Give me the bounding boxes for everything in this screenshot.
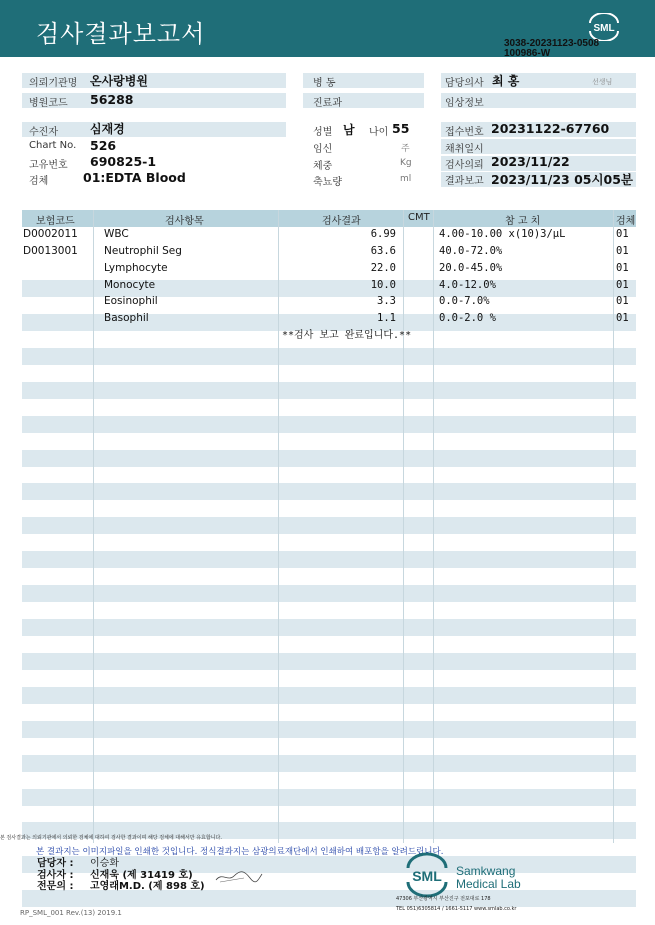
table-stripe xyxy=(22,551,636,568)
examinee-value: 심재경 xyxy=(90,122,125,136)
col-reference: 참 고 치 xyxy=(505,216,541,227)
manager-value: 이승화 xyxy=(90,858,119,869)
row-specimen: 01 xyxy=(616,295,629,307)
lab-phone: TEL 051)6305814 / 1661-5117 www.smlab.co.kr xyxy=(396,906,517,912)
completion-message: **검사 보고 완료입니다.** xyxy=(282,330,412,341)
sml-logo-text: SML xyxy=(593,23,615,34)
specimen-value: 01:EDTA Blood xyxy=(83,170,186,185)
hospital-value: 온사랑병원 xyxy=(90,74,148,88)
accession-label: 접수번호 xyxy=(445,127,484,138)
row-code: D0013001 xyxy=(23,245,78,257)
dept-label: 진료과 xyxy=(313,98,342,109)
col-insurance-code: 보험코드 xyxy=(36,216,75,227)
manager-label: 담당자 : xyxy=(37,858,74,869)
specialist-value: 고영래M.D. (제 898 호) xyxy=(90,881,205,892)
info-band xyxy=(22,122,286,137)
table-stripe xyxy=(22,348,636,365)
hospital-code-value: 56288 xyxy=(90,92,134,107)
row-item: Lymphocyte xyxy=(104,262,168,274)
report-title: 검사결과보고서 xyxy=(36,20,206,48)
report-code-1: 3038-20231123-0508 xyxy=(504,38,600,49)
image-print-notice: 본 결과지는 이미지파일을 인쇄한 것입니다. 정식결과지는 삼광의료재단에서 인쇄하여 배포함을 알려드립니다. xyxy=(36,847,444,857)
row-code: D0002011 xyxy=(23,228,78,240)
row-result: 1.1 xyxy=(377,312,396,324)
row-item: Monocyte xyxy=(104,279,156,291)
row-item: Basophil xyxy=(104,312,149,324)
table-stripe xyxy=(22,789,636,806)
table-stripe xyxy=(22,483,636,500)
pregnancy-unit: 주 xyxy=(401,144,410,154)
row-specimen: 01 xyxy=(616,279,629,291)
weight-label: 체중 xyxy=(313,161,333,172)
examinee-label: 수진자 xyxy=(29,127,58,138)
table-stripe xyxy=(22,585,636,602)
report-value: 2023/11/23 05시05분 xyxy=(491,172,634,187)
row-result: 63.6 xyxy=(370,245,396,257)
table-stripe xyxy=(22,450,636,467)
specimen-label: 검체 xyxy=(29,176,49,187)
col-specimen: 검체 xyxy=(616,216,636,227)
table-stripe xyxy=(22,517,636,534)
table-stripe xyxy=(22,687,636,704)
row-item: WBC xyxy=(104,228,129,240)
column-divider xyxy=(93,210,94,843)
lab-name-line1: Samkwang xyxy=(456,864,516,878)
row-reference: 0.0-7.0% xyxy=(439,295,490,307)
row-result: 3.3 xyxy=(377,295,396,307)
row-result: 6.99 xyxy=(370,228,396,240)
table-stripe xyxy=(22,416,636,433)
table-stripe xyxy=(22,619,636,636)
table-stripe xyxy=(22,382,636,399)
footer-notice: 본 검사결과는 의뢰기관에서 의뢰한 검체에 대하여 검사한 결과이며 해당 검체에 대해서만 유효합니다. xyxy=(0,835,222,841)
column-divider xyxy=(278,210,279,843)
lab-name-line2: Medical Lab xyxy=(456,877,521,891)
row-result: 10.0 xyxy=(370,279,396,291)
chart-value: 526 xyxy=(90,138,117,153)
age-label: 나이 xyxy=(369,127,389,138)
doctor-value: 최 홍 xyxy=(492,74,520,88)
row-item: Eosinophil xyxy=(104,295,158,307)
col-result: 검사결과 xyxy=(322,216,361,227)
accession-value: 20231122-67760 xyxy=(491,121,610,136)
column-divider xyxy=(403,210,404,843)
report-code-2: 100986-W xyxy=(504,48,551,59)
request-value: 2023/11/22 xyxy=(491,154,570,169)
hospital-code-label: 병원코드 xyxy=(29,98,68,109)
row-reference: 40.0-72.0% xyxy=(439,245,503,257)
row-specimen: 01 xyxy=(616,312,629,324)
specialist-label: 전문의 : xyxy=(37,881,74,892)
row-specimen: 01 xyxy=(616,245,629,257)
row-item: Neutrophil Seg xyxy=(104,245,182,257)
column-divider xyxy=(613,210,614,843)
sml-logo-icon xyxy=(585,13,623,41)
col-cmt: CMT xyxy=(408,212,430,223)
sex-value: 남 xyxy=(343,123,355,137)
samkwang-logo-icon xyxy=(404,852,450,898)
unique-label: 고유번호 xyxy=(29,160,68,171)
form-code: RP_SML_001 Rev.(13) 2019.1 xyxy=(20,909,122,917)
doctor-suffix: 선생님 xyxy=(592,78,613,86)
unique-value: 690825-1 xyxy=(90,154,157,169)
table-stripe xyxy=(22,755,636,772)
urine-unit: ml xyxy=(400,174,412,184)
table-stripe xyxy=(22,653,636,670)
samkwang-logo-text: SML xyxy=(412,868,442,884)
row-result: 22.0 xyxy=(370,262,396,274)
urine-label: 축뇨량 xyxy=(313,177,342,188)
row-specimen: 01 xyxy=(616,262,629,274)
collect-label: 채취일시 xyxy=(445,144,484,155)
row-reference: 4.00-10.00 x(10)3/μL xyxy=(439,228,566,240)
table-header xyxy=(22,210,636,227)
report-label: 결과보고 xyxy=(445,176,484,187)
column-divider xyxy=(433,210,434,843)
examiner-value: 신재욱 (제 31419 호) xyxy=(90,870,193,881)
chart-label: Chart No. xyxy=(29,140,77,151)
pregnancy-label: 임신 xyxy=(313,144,333,155)
signature-icon xyxy=(214,866,264,886)
sex-label: 성별 xyxy=(313,127,333,138)
clinical-label: 임상정보 xyxy=(445,98,484,109)
age-value: 55 xyxy=(392,121,410,136)
table-stripe xyxy=(22,890,636,907)
row-specimen: 01 xyxy=(616,228,629,240)
ward-label: 병 동 xyxy=(313,78,336,89)
examiner-label: 검사자 : xyxy=(37,870,74,881)
row-reference: 20.0-45.0% xyxy=(439,262,503,274)
row-reference: 4.0-12.0% xyxy=(439,279,496,291)
col-test-item: 검사항목 xyxy=(165,216,204,227)
hospital-label: 의뢰기관명 xyxy=(29,78,78,89)
request-label: 검사의뢰 xyxy=(445,160,484,171)
table-stripe xyxy=(22,721,636,738)
lab-address: 47306 부산광역시 부산진구 전포대로 178 xyxy=(396,896,491,902)
weight-unit: Kg xyxy=(400,158,412,168)
row-reference: 0.0-2.0 % xyxy=(439,312,496,324)
doctor-label: 담당의사 xyxy=(445,78,484,89)
